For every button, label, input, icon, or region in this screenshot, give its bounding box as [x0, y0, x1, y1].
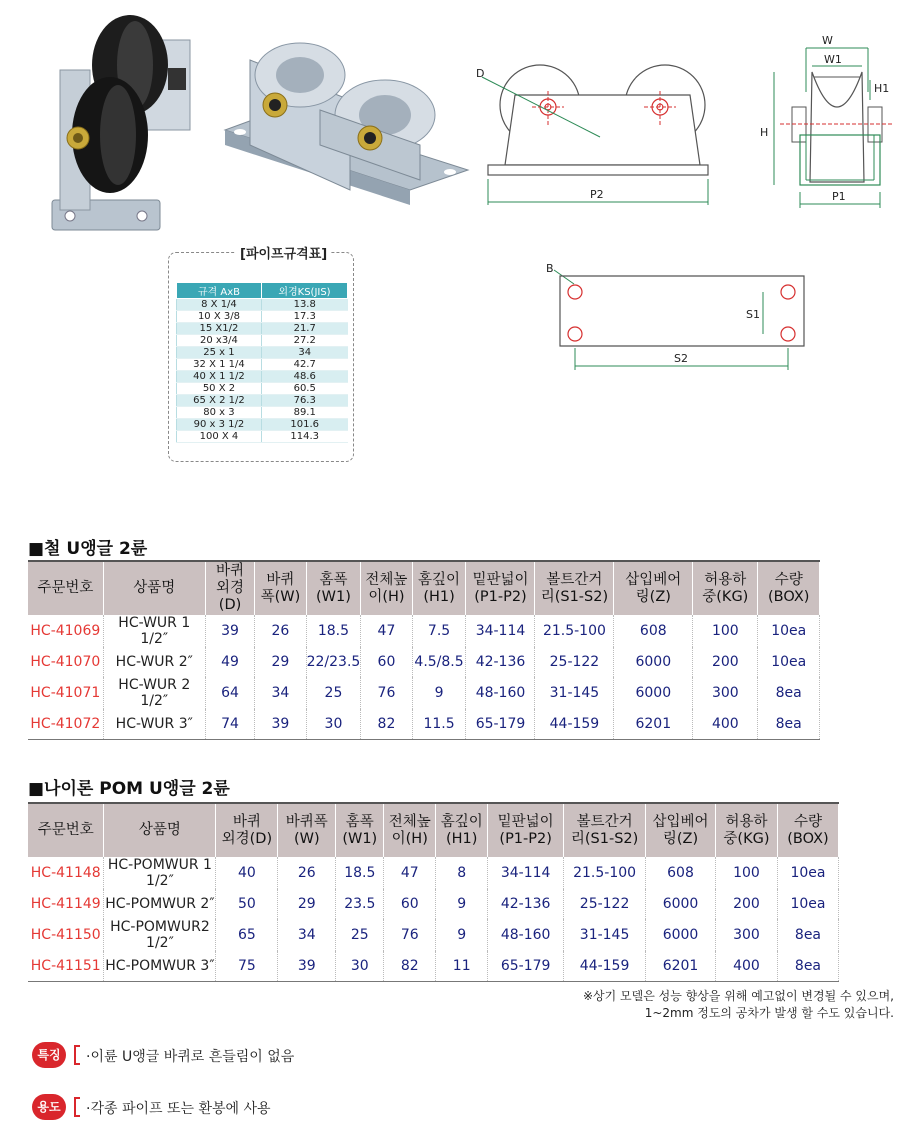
note-line-1: ※상기 모델은 성능 향상을 위해 예고없이 변경될 수 있으며, — [582, 989, 894, 1003]
column-header-line: 밑판넓이 — [497, 813, 554, 830]
usage-text: ·각종 파이프 또는 환봉에 사용 — [86, 1101, 271, 1117]
pipe-row — [177, 419, 348, 431]
column-header-line: (H1) — [445, 830, 478, 847]
pipe-row — [177, 323, 348, 335]
table-row — [28, 677, 820, 709]
column-header — [216, 803, 278, 857]
column-header-line: 리(S1-S2) — [540, 588, 609, 605]
pipe-od-cell: 89.1 — [261, 407, 347, 419]
spec-value-cell: 6201 — [614, 709, 693, 739]
spec-value-cell: 10ea — [758, 615, 820, 647]
spec-value-cell: 76 — [384, 919, 436, 951]
table2-title: ■나이론 POM U앵글 2륜 — [28, 779, 230, 799]
column-header-line: 외경(D) — [221, 830, 273, 847]
column-header — [646, 803, 716, 857]
pipe-size-cell: 15 X1/2 — [177, 323, 262, 335]
column-header — [758, 561, 820, 615]
feature-badge: 특징 — [32, 1042, 66, 1068]
pipe-row — [177, 299, 348, 311]
pipe-od-cell: 76.3 — [261, 395, 347, 407]
column-header — [466, 561, 535, 615]
label-s1: S1 — [746, 308, 760, 321]
pipe-header-od: 외경KS(JIS) — [261, 283, 347, 299]
spec-value-cell: 40 — [216, 857, 278, 889]
column-header-line: 홈깊이 — [440, 813, 483, 830]
spec-value-cell: 50 — [216, 889, 278, 919]
spec-value-cell: 60 — [361, 647, 412, 677]
feature-text: ·이륜 U앵글 바퀴로 흔들림이 없음 — [86, 1049, 295, 1065]
column-header-line: 전체높 — [365, 571, 408, 588]
pipe-row — [177, 359, 348, 371]
spec-value-cell: 11 — [436, 951, 488, 981]
product-name-cell: HC-WUR 2″ — [103, 647, 205, 677]
column-header-line: 볼트간거 — [546, 571, 603, 588]
column-header-line: 주문번호 — [37, 580, 94, 596]
steel-spec-table — [28, 560, 820, 740]
spec-value-cell: 300 — [693, 677, 758, 709]
spec-value-cell: 23.5 — [336, 889, 384, 919]
product-name-cell: HC-WUR 2 1/2″ — [103, 677, 205, 709]
plan-view-drawing — [540, 258, 820, 378]
label-b: B — [546, 262, 554, 275]
spec-value-cell: 25-122 — [535, 647, 614, 677]
disclaimer-note — [583, 988, 894, 1022]
column-header — [614, 561, 693, 615]
spec-value-cell: 11.5 — [412, 709, 466, 739]
spec-value-cell: 82 — [384, 951, 436, 981]
pipe-od-cell: 21.7 — [261, 323, 347, 335]
product-name-cell: HC-WUR 3″ — [103, 709, 205, 739]
order-number-cell: HC-41149 — [28, 889, 104, 919]
pipe-row — [177, 311, 348, 323]
spec-value-cell: 22/23.5 — [306, 647, 361, 677]
spec-value-cell: 21.5-100 — [564, 857, 646, 889]
table-row — [28, 857, 839, 889]
spec-value-cell: 26 — [278, 857, 336, 889]
spec-value-cell: 31-145 — [564, 919, 646, 951]
pipe-size-cell: 8 X 1/4 — [177, 299, 262, 311]
pipe-od-cell: 101.6 — [261, 419, 347, 431]
column-header-line: 홈폭 — [345, 813, 374, 830]
spec-value-cell: 48-160 — [488, 919, 564, 951]
pipe-size-cell: 32 X 1 1/4 — [177, 359, 262, 371]
pipe-row — [177, 383, 348, 395]
pipe-row — [177, 395, 348, 407]
spec-value-cell: 400 — [693, 709, 758, 739]
pipe-table-title: [파이프규격표] — [236, 243, 331, 262]
spec-value-cell: 39 — [255, 709, 306, 739]
column-header — [488, 803, 564, 857]
spec-value-cell: 4.5/8.5 — [412, 647, 466, 677]
spec-value-cell: 200 — [693, 647, 758, 677]
column-header — [28, 803, 104, 857]
product-photo-side — [40, 10, 200, 235]
spec-value-cell: 65-179 — [488, 951, 564, 981]
spec-value-cell: 100 — [693, 615, 758, 647]
spec-value-cell: 65 — [216, 919, 278, 951]
pom-spec-table — [28, 802, 839, 982]
spec-value-cell: 6201 — [646, 951, 716, 981]
label-p2: P2 — [590, 188, 604, 201]
column-header-line: 전체높 — [388, 813, 431, 830]
column-header-line: (W1) — [316, 588, 351, 605]
spec-value-cell: 6000 — [646, 889, 716, 919]
label-p1: P1 — [832, 190, 846, 203]
spec-value-cell: 8ea — [777, 919, 838, 951]
spec-value-cell: 76 — [361, 677, 412, 709]
spec-value-cell: 39 — [205, 615, 254, 647]
side-view-drawing — [752, 32, 912, 212]
column-header-line: (BOX) — [787, 830, 829, 847]
column-header-line: 수량 — [793, 813, 822, 830]
pipe-size-cell: 65 X 2 1/2 — [177, 395, 262, 407]
pipe-od-cell: 27.2 — [261, 335, 347, 347]
column-header — [564, 803, 646, 857]
table-row — [28, 615, 820, 647]
table1-title: ■철 U앵글 2륜 — [28, 539, 148, 559]
column-header-line: 중(KG) — [723, 830, 770, 847]
spec-value-cell: 30 — [336, 951, 384, 981]
column-header — [255, 561, 306, 615]
column-header-line: (H1) — [423, 588, 455, 605]
pipe-row — [177, 335, 348, 347]
spec-value-cell: 8ea — [758, 709, 820, 739]
usage-badge: 용도 — [32, 1094, 66, 1120]
column-header-line: 주문번호 — [37, 822, 94, 838]
order-number-cell: HC-41071 — [28, 677, 103, 709]
column-header-line: 바퀴폭 — [285, 813, 328, 830]
spec-value-cell: 6000 — [646, 919, 716, 951]
column-header-line: (BOX) — [767, 588, 810, 605]
spec-value-cell: 18.5 — [336, 857, 384, 889]
column-header — [205, 561, 254, 615]
column-header-line: 외경(D) — [216, 580, 245, 613]
column-header-line: 이(H) — [368, 588, 405, 605]
pipe-size-cell: 100 X 4 — [177, 431, 262, 443]
product-name-cell: HC-POMWUR 3″ — [104, 951, 216, 981]
spec-value-cell: 400 — [715, 951, 777, 981]
front-view-drawing — [470, 55, 720, 215]
spec-value-cell: 300 — [715, 919, 777, 951]
column-header-line: 링(Z) — [635, 588, 671, 605]
spec-value-cell: 18.5 — [306, 615, 361, 647]
column-header — [777, 803, 838, 857]
spec-value-cell: 9 — [412, 677, 466, 709]
pipe-od-cell: 48.6 — [261, 371, 347, 383]
column-header — [361, 561, 412, 615]
label-h: H — [760, 126, 769, 139]
spec-value-cell: 42-136 — [466, 647, 535, 677]
note-line-2: 1~2mm 정도의 공차가 발생 할 수도 있습니다. — [644, 1006, 894, 1020]
spec-value-cell: 25 — [336, 919, 384, 951]
table-row — [28, 709, 820, 739]
column-header-line: 상품명 — [138, 822, 181, 838]
spec-value-cell: 9 — [436, 919, 488, 951]
column-header-line: 삽입베어 — [625, 571, 682, 588]
spec-value-cell: 34-114 — [466, 615, 535, 647]
column-header-line: 상품명 — [133, 580, 176, 596]
spec-value-cell: 65-179 — [466, 709, 535, 739]
spec-value-cell: 44-159 — [535, 709, 614, 739]
column-header-line: 바퀴 — [266, 571, 295, 588]
column-header-line: 리(S1-S2) — [570, 830, 639, 847]
pipe-size-cell: 90 x 3 1/2 — [177, 419, 262, 431]
column-header-line: (W) — [293, 830, 320, 847]
order-number-cell: HC-41070 — [28, 647, 103, 677]
spec-value-cell: 31-145 — [535, 677, 614, 709]
spec-value-cell: 34-114 — [488, 857, 564, 889]
pipe-header-size: 규격 AxB — [177, 283, 262, 299]
order-number-cell: HC-41072 — [28, 709, 103, 739]
pipe-od-cell: 114.3 — [261, 431, 347, 443]
product-name-cell: HC-POMWUR 1 1/2″ — [104, 857, 216, 889]
column-header-line: 홈깊이 — [418, 571, 461, 588]
spec-value-cell: 47 — [361, 615, 412, 647]
column-header-line: (P1-P2) — [499, 830, 552, 847]
spec-value-cell: 42-136 — [488, 889, 564, 919]
spec-value-cell: 8 — [436, 857, 488, 889]
spec-value-cell: 26 — [255, 615, 306, 647]
column-header-line: 수량 — [774, 571, 803, 588]
spec-value-cell: 29 — [255, 647, 306, 677]
label-w: W — [822, 34, 833, 47]
spec-value-cell: 75 — [216, 951, 278, 981]
column-header-line: 허용하 — [725, 813, 768, 830]
table-row — [28, 919, 839, 951]
table-row — [28, 889, 839, 919]
product-photo-perspective — [220, 30, 475, 225]
column-header — [306, 561, 361, 615]
column-header — [412, 561, 466, 615]
column-header — [104, 803, 216, 857]
label-w1: W1 — [824, 53, 842, 66]
column-header-line: 이(H) — [391, 830, 428, 847]
pipe-od-cell: 60.5 — [261, 383, 347, 395]
column-header-line: 바퀴 — [216, 563, 245, 579]
pipe-row — [177, 371, 348, 383]
spec-value-cell: 608 — [614, 615, 693, 647]
spec-value-cell: 82 — [361, 709, 412, 739]
spec-value-cell: 64 — [205, 677, 254, 709]
order-number-cell: HC-41148 — [28, 857, 104, 889]
pipe-size-cell: 25 x 1 — [177, 347, 262, 359]
spec-value-cell: 10ea — [777, 889, 838, 919]
pipe-size-cell: 80 x 3 — [177, 407, 262, 419]
column-header — [103, 561, 205, 615]
spec-value-cell: 74 — [205, 709, 254, 739]
pipe-size-cell: 20 x3/4 — [177, 335, 262, 347]
spec-value-cell: 100 — [715, 857, 777, 889]
spec-value-cell: 25 — [306, 677, 361, 709]
product-name-cell: HC-POMWUR2 1/2″ — [104, 919, 216, 951]
column-header — [436, 803, 488, 857]
spec-value-cell: 6000 — [614, 677, 693, 709]
spec-value-cell: 9 — [436, 889, 488, 919]
column-header-line: (P1-P2) — [474, 588, 527, 605]
spec-value-cell: 44-159 — [564, 951, 646, 981]
column-header — [535, 561, 614, 615]
spec-value-cell: 21.5-100 — [535, 615, 614, 647]
feature-bracket — [74, 1045, 80, 1065]
spec-value-cell: 60 — [384, 889, 436, 919]
table-row — [28, 951, 839, 981]
column-header-line: 바퀴 — [232, 813, 261, 830]
spec-value-cell: 34 — [255, 677, 306, 709]
pipe-size-cell: 10 X 3/8 — [177, 311, 262, 323]
column-header — [278, 803, 336, 857]
spec-value-cell: 10ea — [758, 647, 820, 677]
spec-value-cell: 34 — [278, 919, 336, 951]
column-header-line: 링(Z) — [662, 830, 699, 847]
pipe-od-cell: 17.3 — [261, 311, 347, 323]
spec-value-cell: 200 — [715, 889, 777, 919]
column-header — [336, 803, 384, 857]
column-header-line: 중(KG) — [702, 588, 749, 605]
table-row — [28, 647, 820, 677]
spec-value-cell: 29 — [278, 889, 336, 919]
pipe-od-cell: 42.7 — [261, 359, 347, 371]
order-number-cell: HC-41069 — [28, 615, 103, 647]
product-name-cell: HC-POMWUR 2″ — [104, 889, 216, 919]
pipe-size-cell: 40 X 1 1/2 — [177, 371, 262, 383]
spec-value-cell: 30 — [306, 709, 361, 739]
pipe-row — [177, 407, 348, 419]
column-header-line: 허용하 — [704, 571, 747, 588]
column-header-line: 홈폭 — [319, 571, 348, 588]
spec-value-cell: 25-122 — [564, 889, 646, 919]
pipe-spec-table — [176, 282, 348, 443]
pipe-row — [177, 347, 348, 359]
column-header-line: 폭(W) — [260, 588, 301, 605]
column-header-line: 삽입베어 — [652, 813, 709, 830]
label-h1: H1 — [874, 82, 890, 95]
spec-value-cell: 47 — [384, 857, 436, 889]
spec-value-cell: 8ea — [777, 951, 838, 981]
product-name-cell: HC-WUR 1 1/2″ — [103, 615, 205, 647]
spec-value-cell: 39 — [278, 951, 336, 981]
label-s2: S2 — [674, 352, 688, 365]
column-header — [28, 561, 103, 615]
pipe-row — [177, 431, 348, 443]
spec-value-cell: 48-160 — [466, 677, 535, 709]
spec-value-cell: 6000 — [614, 647, 693, 677]
pipe-size-cell: 50 X 2 — [177, 383, 262, 395]
pipe-od-cell: 13.8 — [261, 299, 347, 311]
column-header-line: 밑판넓이 — [472, 571, 529, 588]
usage-bracket — [74, 1097, 80, 1117]
label-d: D — [476, 67, 485, 80]
column-header — [384, 803, 436, 857]
order-number-cell: HC-41150 — [28, 919, 104, 951]
spec-value-cell: 7.5 — [412, 615, 466, 647]
pipe-od-cell: 34 — [261, 347, 347, 359]
column-header — [715, 803, 777, 857]
column-header — [693, 561, 758, 615]
column-header-line: (W1) — [342, 830, 378, 847]
spec-value-cell: 608 — [646, 857, 716, 889]
order-number-cell: HC-41151 — [28, 951, 104, 981]
column-header-line: 볼트간거 — [576, 813, 633, 830]
spec-value-cell: 10ea — [777, 857, 838, 889]
spec-value-cell: 8ea — [758, 677, 820, 709]
spec-value-cell: 49 — [205, 647, 254, 677]
